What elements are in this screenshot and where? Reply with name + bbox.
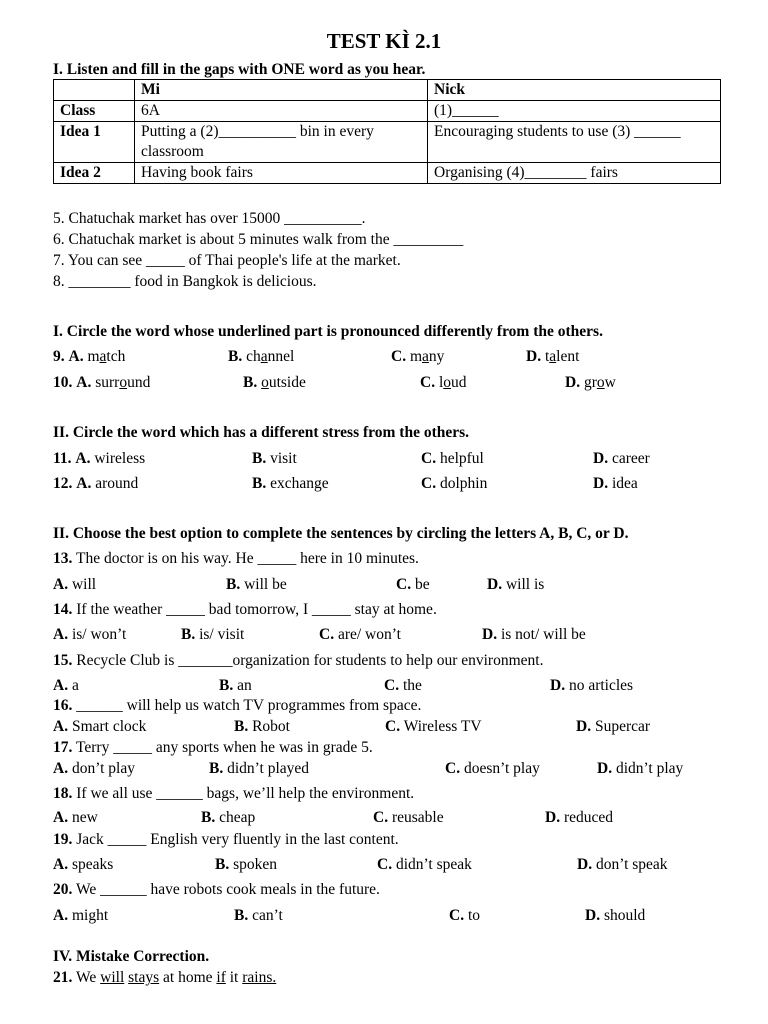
underlined-word[interactable]: if (216, 969, 226, 986)
question-18-option-c[interactable]: C. reusable (373, 809, 444, 826)
question-13-stem: 13. The doctor is on his way. He _____ here in 10 minutes. (53, 550, 419, 567)
question-20-option-c[interactable]: C. to (449, 907, 481, 924)
question-15-option-b[interactable]: B. an (219, 677, 252, 694)
question-12-option-c[interactable]: C. dolphin (421, 475, 488, 492)
table-cell: Putting a (2)__________ bin in every classroom (135, 122, 428, 163)
section-mistake-heading: IV. Mistake Correction. (53, 948, 210, 965)
question-10-option-d[interactable]: D. grow (565, 374, 616, 391)
question-18-stem: 18. If we all use ______ bags, we’ll help the environment. (53, 785, 415, 802)
option-a[interactable]: surround (95, 374, 151, 391)
question-10-option-b[interactable]: B. outside (243, 374, 306, 391)
listening-table (53, 79, 721, 184)
question-16-option-c[interactable]: C. Wireless TV (385, 718, 482, 735)
question-16-option-a[interactable]: A. Smart clock (53, 718, 147, 735)
page-title: TEST KÌ 2.1 (326, 29, 442, 53)
underlined-word[interactable]: stays (128, 969, 160, 986)
question-17-option-b[interactable]: B. didn’t played (209, 760, 310, 777)
table-cell: Idea 1 (54, 122, 135, 163)
question-18-option-a[interactable]: A. new (53, 809, 98, 826)
question-18-option-b[interactable]: B. cheap (201, 809, 256, 826)
underlined-word[interactable]: rains. (242, 969, 277, 986)
question-13-option-b[interactable]: B. will be (226, 576, 287, 593)
question-15-option-d[interactable]: D. no articles (550, 677, 634, 694)
question-19-option-a[interactable]: A. speaks (53, 856, 114, 873)
question-11-option-b[interactable]: B. visit (252, 450, 297, 467)
table-cell: Encouraging students to use (3) ______ (428, 122, 721, 163)
table-cell: Nick (428, 80, 721, 101)
option-a[interactable]: wireless (94, 450, 146, 467)
question-13-option-a[interactable]: A. will (53, 576, 97, 593)
question-17-option-c[interactable]: C. doesn’t play (445, 760, 540, 777)
question-9-option-d[interactable]: D. talent (526, 348, 580, 365)
question-20-option-a[interactable]: A. might (53, 907, 109, 924)
listen-item-5: 5. Chatuchak market has over 15000 __________. (53, 210, 366, 227)
table-header-row (54, 80, 721, 101)
question-18-option-d[interactable]: D. reduced (545, 809, 614, 826)
table-cell: Mi (135, 80, 428, 101)
table-cell (54, 80, 135, 101)
question-11: 11. A. wireless (53, 450, 146, 467)
question-20-option-b[interactable]: B. can’t (234, 907, 283, 924)
question-19-option-d[interactable]: D. don’t speak (577, 856, 668, 873)
question-9-option-b[interactable]: B. channel (228, 348, 295, 365)
question-10-option-c[interactable]: C. loud (420, 374, 467, 391)
question-9: 9. A. match (53, 348, 126, 365)
question-14-option-c[interactable]: C. are/ won’t (319, 626, 401, 643)
question-20-option-d[interactable]: D. should (585, 907, 646, 924)
listen-item-7: 7. You can see _____ of Thai people's life at the market. (53, 252, 401, 269)
question-17-option-a[interactable]: A. don’t play (53, 760, 135, 777)
section-pronunciation-heading: I. Circle the word whose underlined part is pronounced differently from the others. (53, 323, 603, 340)
section-stress-heading: II. Circle the word which has a different stress from the others. (53, 424, 470, 441)
section-listen-heading: I. Listen and fill in the gaps with ONE word as you hear. (53, 61, 426, 78)
question-9-option-c[interactable]: C. many (391, 348, 445, 365)
question-12-option-d[interactable]: D. idea (593, 475, 638, 492)
question-16-option-b[interactable]: B. Robot (234, 718, 290, 735)
option-a[interactable]: match (87, 348, 126, 365)
table-cell: Organising (4)________ fairs (428, 163, 721, 184)
question-14-option-d[interactable]: D. is not/ will be (482, 626, 586, 643)
table-cell: Having book fairs (135, 163, 428, 184)
table-cell: Class (54, 101, 135, 122)
question-19-stem: 19. Jack _____ English very fluently in the last content. (53, 831, 399, 848)
question-19-option-b[interactable]: B. spoken (215, 856, 278, 873)
listen-item-8: 8. ________ food in Bangkok is delicious. (53, 273, 317, 290)
question-21: 21. We will stays at home if it rains. (53, 969, 277, 986)
question-11-option-c[interactable]: C. helpful (421, 450, 484, 467)
table-row (54, 163, 721, 184)
question-13-option-c[interactable]: C. be (396, 576, 430, 593)
question-12-option-b[interactable]: B. exchange (252, 475, 329, 492)
question-14-option-b[interactable]: B. is/ visit (181, 626, 245, 643)
listen-item-6: 6. Chatuchak market is about 5 minutes walk from the _________ (53, 231, 464, 248)
table-cell: Idea 2 (54, 163, 135, 184)
question-17-option-d[interactable]: D. didn’t play (597, 760, 684, 777)
table-cell: 6A (135, 101, 428, 122)
question-12: 12. A. around (53, 475, 139, 492)
table-cell: (1)______ (428, 101, 721, 122)
question-11-option-d[interactable]: D. career (593, 450, 650, 467)
question-15-option-a[interactable]: A. a (53, 677, 79, 694)
section-mc-heading: II. Choose the best option to complete the sentences by circling the letters A, B, C, or D. (53, 525, 629, 542)
question-13-option-d[interactable]: D. will is (487, 576, 545, 593)
question-10: 10. A. surround (53, 374, 151, 391)
question-16-option-d[interactable]: D. Supercar (576, 718, 651, 735)
question-14-option-a[interactable]: A. is/ won’t (53, 626, 127, 643)
table-row (54, 122, 721, 163)
question-14-stem: 14. If the weather _____ bad tomorrow, I _____ stay at home. (53, 601, 437, 618)
question-19-option-c[interactable]: C. didn’t speak (377, 856, 472, 873)
option-a[interactable]: around (95, 475, 139, 492)
table-row (54, 101, 721, 122)
question-17-stem: 17. Terry _____ any sports when he was in grade 5. (53, 739, 373, 756)
question-15-stem: 15. Recycle Club is _______organization for students to help our environment. (53, 652, 544, 669)
underlined-word[interactable]: will (100, 969, 125, 986)
question-16-stem: 16. ______ will help us watch TV programmes from space. (53, 697, 422, 714)
question-20-stem: 20. We ______ have robots cook meals in the future. (53, 881, 380, 898)
question-15-option-c[interactable]: C. the (384, 677, 422, 694)
